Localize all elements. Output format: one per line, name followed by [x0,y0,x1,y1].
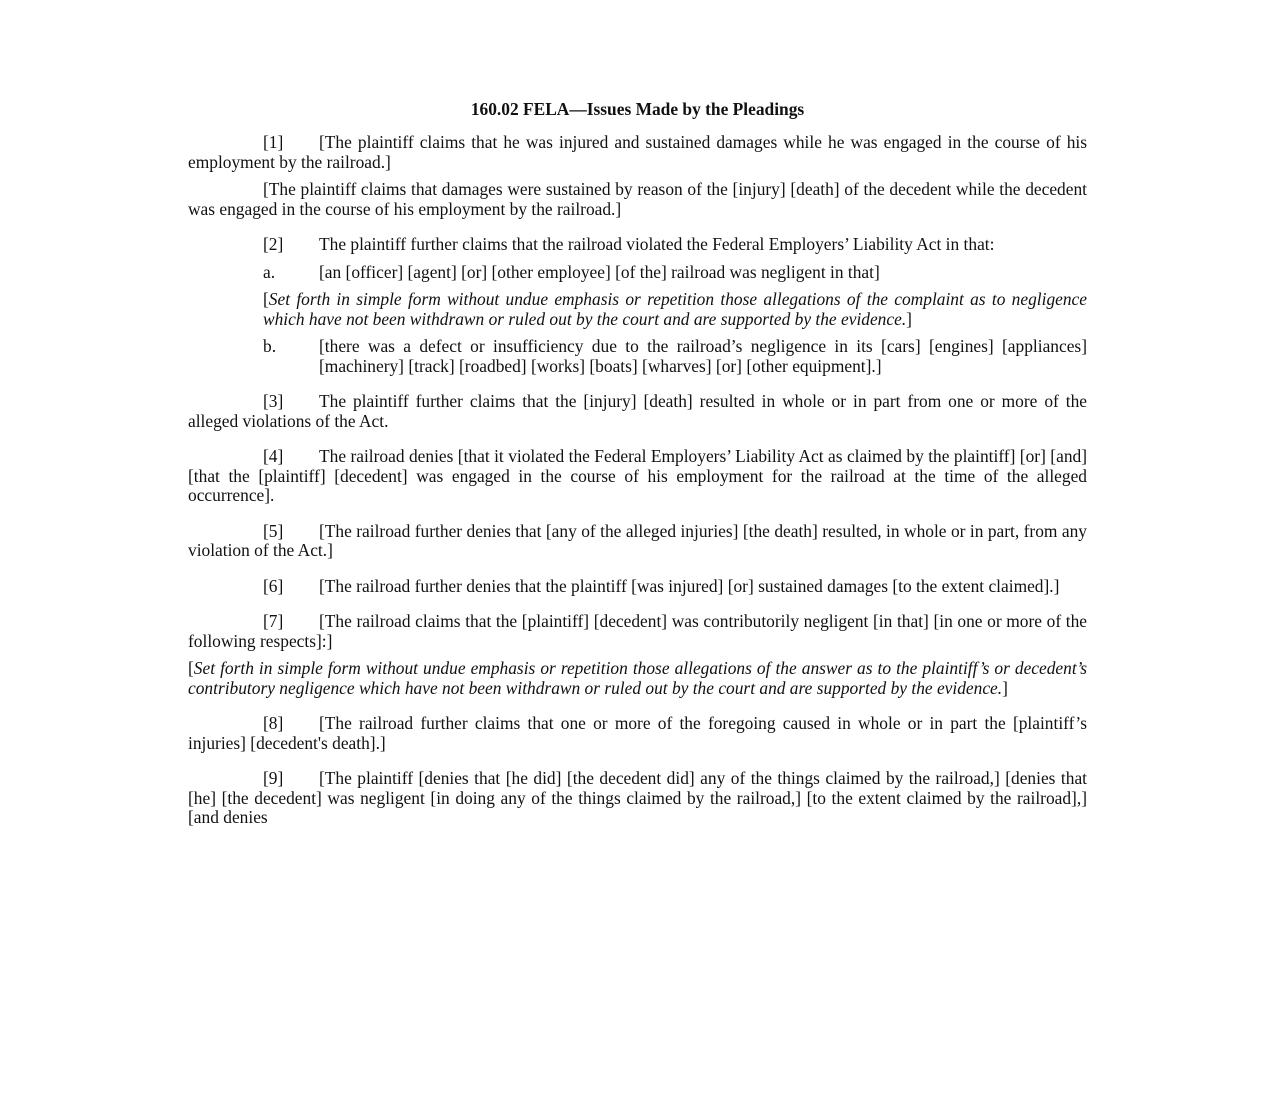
note-bracket-close: ] [1002,677,1008,698]
note-text: Set forth in simple form without undue emphasis or repetition those allegations of the answer as to the plaintiff’s or decedent’s contributory negligence which have not been withdrawn or ruled out by the court and are supported by the evidence. [188,658,1087,698]
paragraph-9 [188,769,1087,828]
paragraph-3 [188,392,1087,431]
note-bracket-open: [ [188,658,194,678]
paragraph-text: The plaintiff further claims that the [injury] [death] resulted in whole or in part from one or more of the alleged violations of the Act. [188,391,1087,431]
paragraph-number: [3] [263,391,284,411]
paragraph-7 [188,612,1087,651]
subparagraph-letter: a. [263,261,276,282]
note-bracket-open: [ [263,289,269,309]
subparagraph-text: [an [officer] [agent] [or] [other employee] [of the] railroad was negligent in that] [319,261,880,282]
paragraph-number: [2] [263,234,284,254]
paragraph-text: [The railroad further claims that one or more of the foregoing caused in whole or in part the [plaintiff’s injuries] [decedent's death].] [188,713,1087,753]
paragraph-text: [The plaintiff claims that he was injured and sustained damages while he was engaged in the course of his employment by the railroad.] [188,132,1087,172]
paragraph-number: [9] [263,768,284,788]
paragraph-text: [The railroad further denies that [any of the alleged injuries] [the death] resulted, in whole or in part, from any violation of the Act.] [188,520,1087,560]
subparagraph-b [188,337,1087,376]
paragraph-4 [188,447,1087,506]
note-bracket-close: ] [906,308,912,329]
paragraph-1-alternate [188,180,1087,219]
paragraph-text: [The plaintiff claims that damages were sustained by reason of the [injury] [death] of the decedent while the decedent was engaged in the course of his employment by the railroad.] [188,179,1087,219]
paragraph-1 [188,133,1087,172]
subparagraph-a [188,263,1087,283]
paragraph-number: [5] [263,520,284,541]
paragraph-6 [188,577,1087,597]
paragraph-number: [6] [263,575,284,596]
paragraph-number: [4] [263,446,284,466]
paragraph-2 [188,235,1087,255]
paragraph-number: [7] [263,611,284,631]
paragraph-8 [188,714,1087,753]
paragraph-number: [8] [263,713,284,733]
subparagraph-letter: b. [263,336,277,356]
instruction-note-negligence [188,290,1087,329]
paragraph-text: [The railroad claims that the [plaintiff] [decedent] was contributorily negligent [in that] [in one or more of the following respects]:] [188,611,1087,651]
subparagraph-text: [there was a defect or insufficiency due to the railroad’s negligence in its [cars] [engines] [appliances] [machinery] [track] [roadbed] [works] [boats] [wharves] [or] [other equipment].] [319,336,1087,376]
paragraph-5 [188,522,1087,561]
document-page [188,98,1087,828]
paragraph-text: [The railroad further denies that the plaintiff [was injured] [or] sustained damages [to the extent claimed].] [319,575,1060,596]
paragraph-text: The plaintiff further claims that the railroad violated the Federal Employers’ Liability Act in that: [319,234,995,254]
paragraph-text: The railroad denies [that it violated the Federal Employers’ Liability Act as claimed by the plaintiff] [or] [and] [that the [plaintiff] [decedent] was engaged in the course of his employment for the railroad at the time of the alleged occurrence]. [188,446,1087,505]
paragraph-text: [The plaintiff [denies that [he did] [the decedent did] any of the things claimed by the railroad,] [denies that [he] [the decedent] was negligent [in doing any of the things claimed by the railroad,] [to the extent claimed by the railroad],] [and denies [188,768,1087,827]
instruction-note-contributory [188,659,1087,698]
paragraph-number: [1] [263,132,284,152]
note-text: Set forth in simple form without undue emphasis or repetition those allegations of the complaint as to negligence which have not been withdrawn or ruled out by the court and are supported by the evidence. [263,289,1087,329]
page-title: 160.02 FELA—Issues Made by the Pleadings [470,99,805,119]
